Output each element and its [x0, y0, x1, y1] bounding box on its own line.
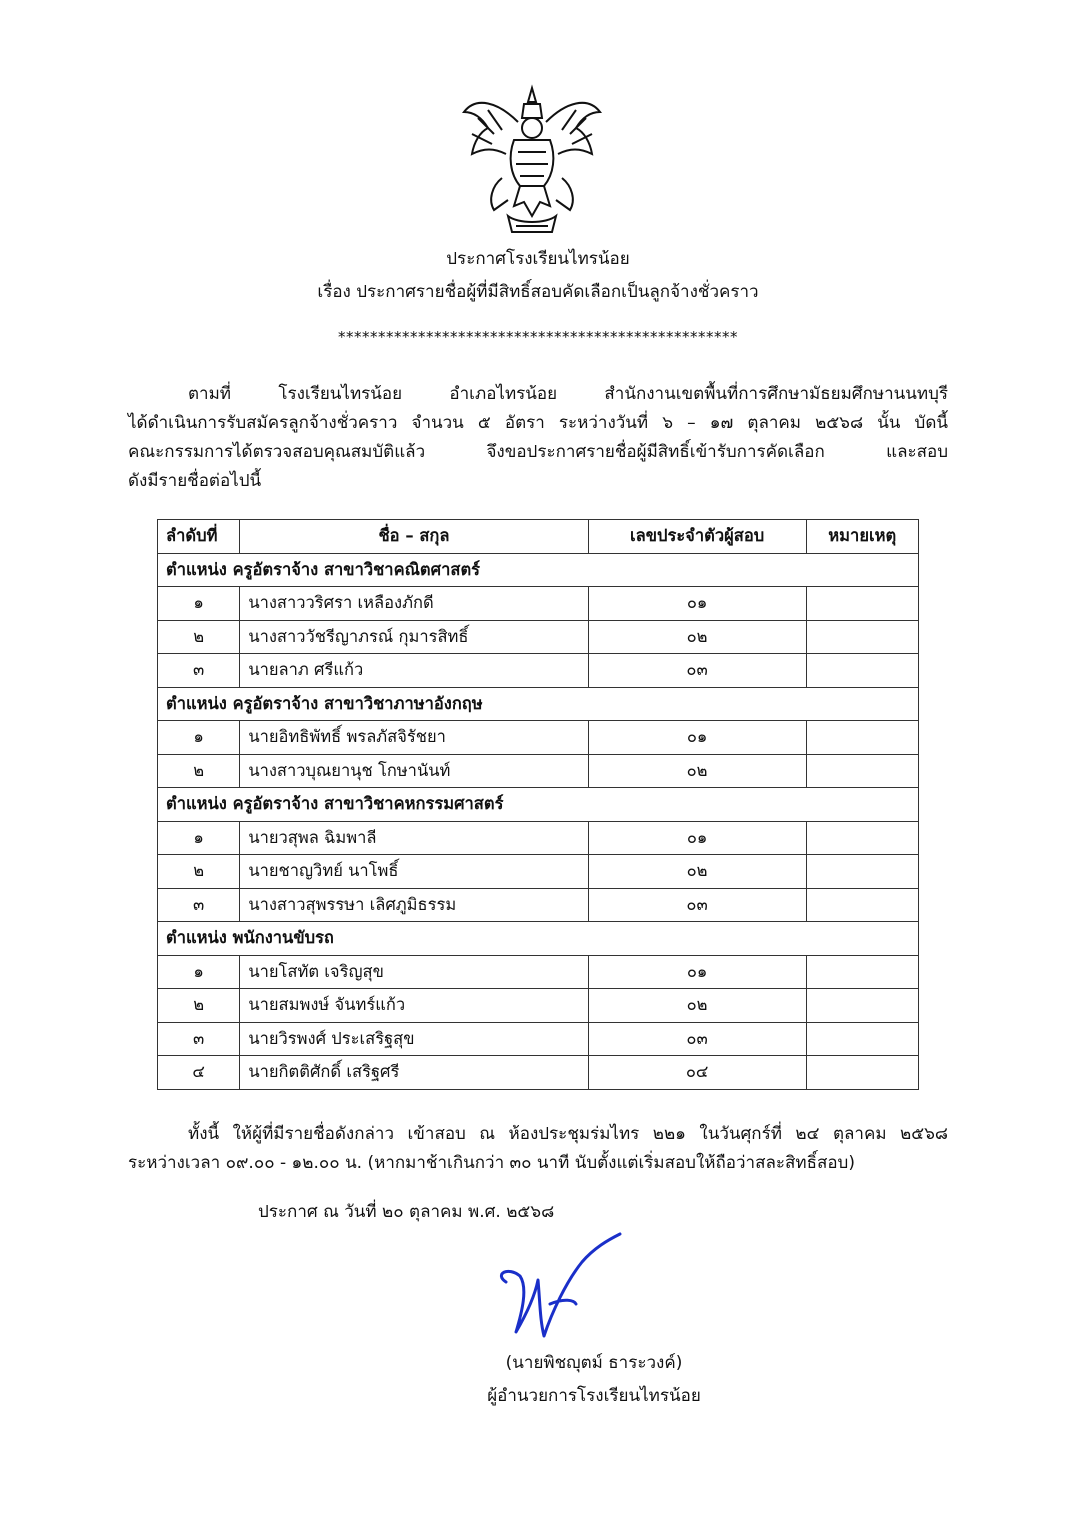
table-row: [158, 654, 919, 688]
header-name: ชื่อ – สกุล: [240, 520, 588, 554]
row-name: นายวิรพงศ์ ประเสริฐสุข: [240, 1022, 588, 1056]
table-header-row: [158, 520, 919, 554]
signatory-position: ผู้อำนวยการโรงเรียนไทรน้อย: [487, 1386, 701, 1406]
table-row: [158, 754, 919, 788]
row-exam-id: ๐๔: [588, 1056, 806, 1090]
table-row: [158, 989, 919, 1023]
row-order: ๑: [158, 955, 240, 989]
row-remark: [806, 754, 918, 788]
closing-paragraph: [128, 1120, 948, 1178]
row-remark: [806, 989, 918, 1023]
row-order: ๓: [158, 654, 240, 688]
row-exam-id: ๐๒: [588, 989, 806, 1023]
row-name: นางสาวบุณยานุช โกษานันท์: [240, 754, 588, 788]
row-exam-id: ๐๒: [588, 754, 806, 788]
section-title: ตำแหน่ง พนักงานขับรถ: [158, 922, 919, 956]
row-remark: [806, 620, 918, 654]
document-subject: เรื่อง ประกาศรายชื่อผู้ที่มีสิทธิ์สอบคัดเลือกเป็นลูกจ้างชั่วคราว: [317, 282, 759, 302]
row-remark: [806, 1022, 918, 1056]
row-remark: [806, 721, 918, 755]
row-exam-id: ๐๑: [588, 587, 806, 621]
row-order: ๑: [158, 587, 240, 621]
signatory-name: (นายพิชญุตม์ ธาระวงค์): [505, 1353, 683, 1373]
intro-line: ตามที่ โรงเรียนไทรน้อย อำเภอไทรน้อย สำนักงานเขตพื้นที่การศึกษามัธยมศึกษานนทบุรี: [188, 384, 948, 404]
row-remark: [806, 855, 918, 889]
row-name: นายวสุพล ฉิมพาลี: [240, 821, 588, 855]
table-row: [158, 955, 919, 989]
announcement-date: ประกาศ ณ วันที่ ๒๐ ตุลาคม พ.ศ. ๒๕๖๘: [258, 1202, 555, 1222]
row-name: นายสมพงษ์ จันทร์แก้ว: [240, 989, 588, 1023]
section-header-row: [158, 922, 919, 956]
section-header-row: [158, 788, 919, 822]
row-exam-id: ๐๒: [588, 620, 806, 654]
signature: [490, 1232, 630, 1344]
header-order: ลำดับที่: [158, 520, 240, 554]
table-row: [158, 855, 919, 889]
intro-line: ได้ดำเนินการรับสมัครลูกจ้างชั่วคราว จำนวน ๕ อัตรา ระหว่างวันที่ ๖ – ๑๗ ตุลาคม ๒๕๖๘ นั้น บัดนี้: [128, 413, 948, 433]
table-row: [158, 888, 919, 922]
section-title: ตำแหน่ง ครูอัตราจ้าง สาขาวิชาคณิตศาสตร์: [158, 553, 919, 587]
row-remark: [806, 955, 918, 989]
row-order: ๒: [158, 754, 240, 788]
row-exam-id: ๐๑: [588, 821, 806, 855]
section-title: ตำแหน่ง ครูอัตราจ้าง สาขาวิชาคหกรรมศาสตร์: [158, 788, 919, 822]
divider-line: **************************************************: [338, 328, 738, 346]
row-name: นายกิตติศักดิ์ เสริฐศรี: [240, 1056, 588, 1090]
row-order: ๑: [158, 821, 240, 855]
row-order: ๔: [158, 1056, 240, 1090]
row-remark: [806, 1056, 918, 1090]
row-order: ๒: [158, 855, 240, 889]
table-body: [158, 553, 919, 1089]
header-remark: หมายเหตุ: [806, 520, 918, 554]
row-remark: [806, 654, 918, 688]
candidate-table: [157, 519, 919, 1090]
closing-line: ทั้งนี้ ให้ผู้ที่มีรายชื่อดังกล่าว เข้าสอบ ณ ห้องประชุมร่มไทร ๒๒๑ ในวันศุกร์ที่ ๒๔ ตุลาคม ๒๕๖๘: [188, 1124, 948, 1144]
row-name: นายลาภ ศรีแก้ว: [240, 654, 588, 688]
row-exam-id: ๐๓: [588, 888, 806, 922]
table-row: [158, 1056, 919, 1090]
row-exam-id: ๐๓: [588, 1022, 806, 1056]
row-order: ๒: [158, 989, 240, 1023]
section-title: ตำแหน่ง ครูอัตราจ้าง สาขาวิชาภาษาอังกฤษ: [158, 687, 919, 721]
table-row: [158, 620, 919, 654]
table-row: [158, 587, 919, 621]
row-exam-id: ๐๓: [588, 654, 806, 688]
document-title: ประกาศโรงเรียนไทรน้อย: [446, 249, 630, 269]
intro-line: ดังมีรายชื่อต่อไปนี้: [128, 471, 262, 491]
row-name: นางสาววริศรา เหลืองภักดี: [240, 587, 588, 621]
table-row: [158, 1022, 919, 1056]
intro-line: คณะกรรมการได้ตรวจสอบคุณสมบัติแล้ว จึงขอประกาศรายชื่อผู้มีสิทธิ์เข้ารับการคัดเลือก และสอบ: [128, 442, 948, 462]
row-remark: [806, 888, 918, 922]
section-header-row: [158, 553, 919, 587]
row-name: นางสาวสุพรรษา เลิศภูมิธรรม: [240, 888, 588, 922]
row-exam-id: ๐๑: [588, 955, 806, 989]
section-header-row: [158, 687, 919, 721]
table-row: [158, 721, 919, 755]
row-name: นางสาววัชรีญาภรณ์ กุมารสิทธิ์: [240, 620, 588, 654]
garuda-emblem: [458, 82, 606, 238]
row-name: นายโสทัต เจริญสุข: [240, 955, 588, 989]
row-order: ๑: [158, 721, 240, 755]
row-order: ๓: [158, 1022, 240, 1056]
row-name: นายชาญวิทย์ นาโพธิ์: [240, 855, 588, 889]
row-order: ๒: [158, 620, 240, 654]
row-remark: [806, 821, 918, 855]
row-order: ๓: [158, 888, 240, 922]
intro-paragraph: [128, 380, 948, 496]
table-row: [158, 821, 919, 855]
row-exam-id: ๐๑: [588, 721, 806, 755]
row-exam-id: ๐๒: [588, 855, 806, 889]
closing-line: ระหว่างเวลา ๐๙.๐๐ - ๑๒.๐๐ น. (หากมาช้าเกินกว่า ๓๐ นาที นับตั้งแต่เริ่มสอบให้ถือว่าสละสิทธิ์สอบ): [128, 1153, 855, 1173]
header-exam-id: เลขประจำตัวผู้สอบ: [588, 520, 806, 554]
row-name: นายอิทธิพัทธิ์ พรลภัสจิรัชยา: [240, 721, 588, 755]
row-remark: [806, 587, 918, 621]
